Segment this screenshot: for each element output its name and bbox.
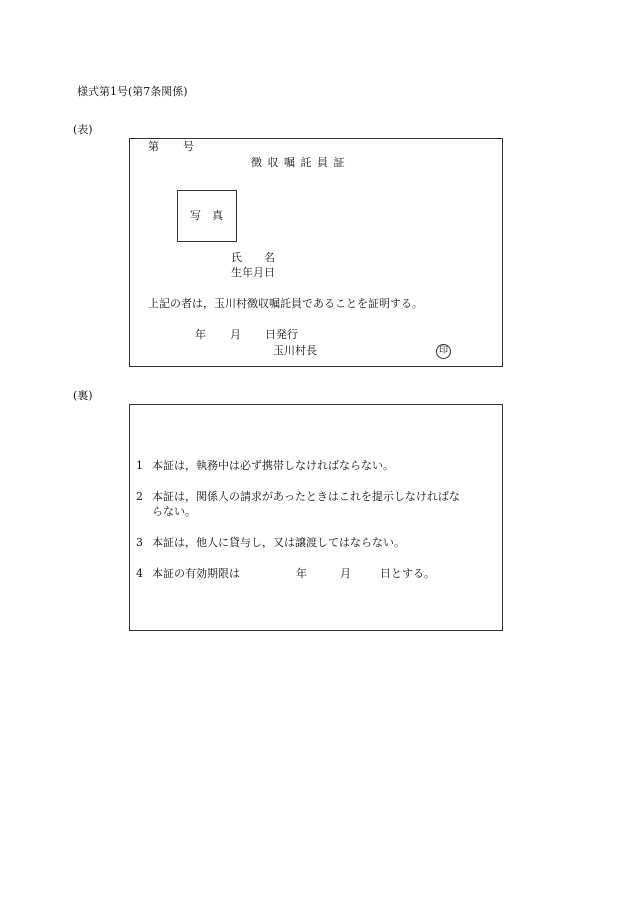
rule-item-text: 本証は，執務中は必ず携帯しなければならない。 xyxy=(152,459,394,472)
dob-label: 生年月日 xyxy=(231,266,275,279)
rule-item-number: 3 xyxy=(136,536,143,549)
back-label: (裏) xyxy=(73,389,93,402)
rule-item-text-continued: らない。 xyxy=(152,505,196,518)
issue-month: 月 xyxy=(230,328,241,341)
rule-item-text: 本証は，他人に貸与し，又は譲渡してはならない。 xyxy=(152,536,405,549)
issue-year: 年 xyxy=(195,328,206,341)
rule-item-text: 本証の有効期限は xyxy=(152,567,240,580)
issuer: 玉川村長 xyxy=(273,344,317,357)
seal-icon: 印 xyxy=(436,344,451,359)
rule-item-number: 4 xyxy=(136,567,143,580)
number-suffix: 号 xyxy=(183,140,194,153)
rule-item-number: 1 xyxy=(136,459,143,472)
validity-year: 年 xyxy=(296,567,307,580)
name-label: 氏 名 xyxy=(231,251,275,264)
certification-text: 上記の者は，玉川村徴収嘱託員であることを証明する。 xyxy=(148,297,423,310)
validity-day: 日とする。 xyxy=(380,567,435,580)
issue-day: 日発行 xyxy=(265,328,298,341)
photo-box xyxy=(177,190,237,242)
card-title: 徴 収 嘱 託 員 証 xyxy=(251,156,346,169)
front-label: (表) xyxy=(73,123,93,136)
form-title: 様式第1号(第7条関係) xyxy=(77,85,188,98)
validity-month: 月 xyxy=(340,567,351,580)
number-prefix: 第 xyxy=(148,140,159,153)
photo-label: 写 真 xyxy=(190,209,223,222)
front-card xyxy=(129,138,503,367)
back-card xyxy=(129,404,503,631)
rule-item-text: 本証は，関係人の請求があったときはこれを提示しなければな xyxy=(152,490,460,503)
rule-item-number: 2 xyxy=(136,490,143,503)
